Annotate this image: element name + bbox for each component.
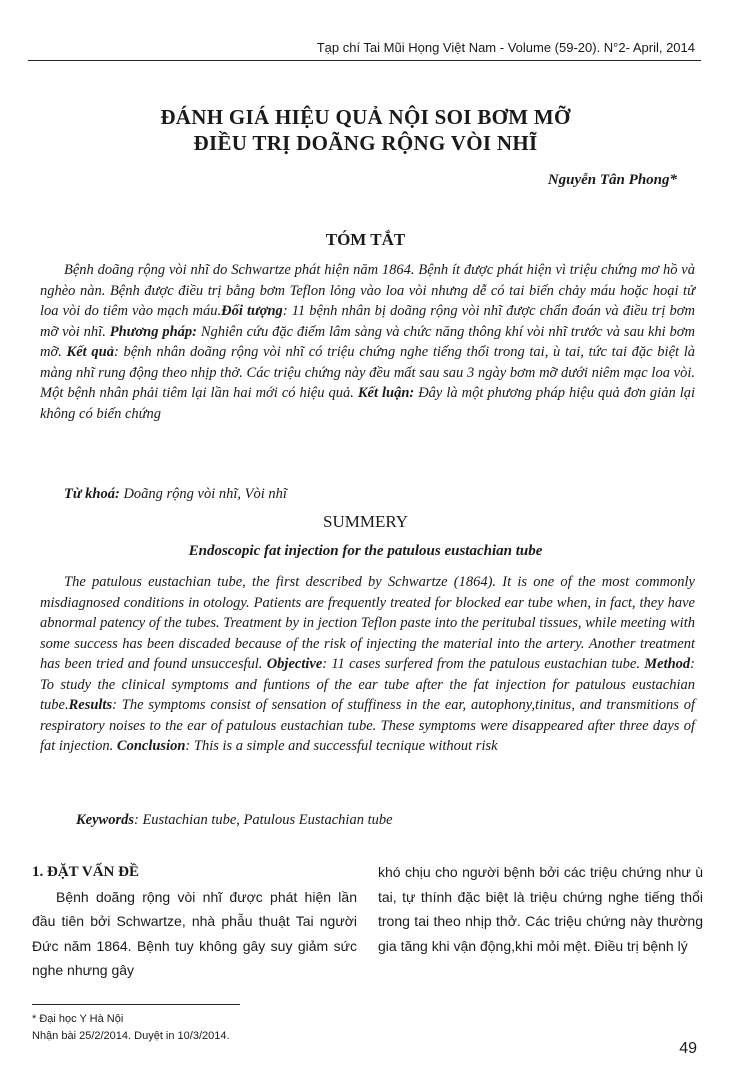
en-label-results: Results xyxy=(68,697,113,713)
en-keywords-label: Keywords xyxy=(76,812,134,828)
header-rule xyxy=(28,60,701,61)
en-article-title: Endoscopic fat injection for the patulous eustachian tube xyxy=(188,543,543,559)
vi-label-method: Phương pháp: xyxy=(109,323,197,340)
vi-keywords-label: Từ khoá: xyxy=(64,486,120,502)
en-keywords xyxy=(76,812,393,829)
body-paragraph: khó chịu cho người bệnh bởi các triệu chứng như ù tai, tự thính đặc biệt là triệu chứng nghe tiếng thổi trong tai theo nhịp thở. Các triệu chứng này thường gia tăng khi vận động,khi mỏi mệt. Điều trị bệnh lý xyxy=(378,864,703,954)
journal-running-header: Tạp chí Tai Mũi Họng Việt Nam - Volume (59-20). N°2- April, 2014 xyxy=(316,40,695,55)
footnote-rule xyxy=(32,1004,240,1005)
page-number: 49 xyxy=(679,1040,697,1057)
vi-abstract-text: : 11 bệnh nhân bị doãng rộng vòi nhĩ được chẩn đoán và điều trị bơm mỡ vòi nhĩ. xyxy=(40,303,696,340)
en-label-objective: Objective xyxy=(266,656,323,672)
vi-abstract-body xyxy=(40,260,695,424)
en-label-conclusion: Conclusion xyxy=(116,738,186,754)
en-label-method: Method xyxy=(644,656,691,672)
en-abstract-text: : To study the clinical symptoms and funtions of the ear tube after the fat injection for patulous eustachian tube. xyxy=(40,656,696,713)
en-abstract-heading: SUMMERY xyxy=(322,512,409,531)
title-line-1: ĐÁNH GIÁ HIỆU QUẢ NỘI SOI BƠM MỠ xyxy=(160,105,571,129)
body-column-left xyxy=(32,860,357,983)
footnote-dates: Nhận bài 25/2/2014. Duyệt in 10/3/2014. xyxy=(32,1030,230,1042)
vi-label-subjects: Đối tượng xyxy=(221,303,283,319)
footnote-affiliation: * Đại học Y Hà Nội xyxy=(32,1013,124,1025)
vi-label-results: Kết quả xyxy=(66,344,114,360)
en-abstract-text: : This is a simple and successful tecnique without risk xyxy=(185,738,498,754)
en-keywords-value: : Eustachian tube, Patulous Eustachian tube xyxy=(134,812,393,828)
vi-abstract-text: : bệnh nhân doãng rộng vòi nhĩ có triệu chứng nghe tiếng thổi trong tai, ù tai, tức tai đặc biệt là màng nhĩ rung động theo nhịp thở. Các triệu chứng này đều mất sau sau 3 ngày bơm mỡ dưới niêm mạc loa vòi. Một bệnh nhân phải tiêm lại lần hai mới có hiệu quả. xyxy=(40,344,696,401)
vi-keywords xyxy=(64,486,287,503)
en-abstract-text: : 11 cases surfered from the patulous eustachian tube. xyxy=(322,656,640,672)
en-abstract-body xyxy=(40,572,695,757)
vi-abstract-heading: TÓM TẮT xyxy=(325,230,406,249)
vi-label-conclusion: Kết luận: xyxy=(357,385,415,401)
en-abstract-text: The patulous eustachian tube, the first described by Schwartze (1864). It is one of the most commonly misdiagnosed conditions in otology. Patients are frequently treated for blocked ear tube when, in fact, they have abnormal patency of the tubes. Treatment by in jection Teflon paste into the peritubal tissues, while meeting with some success has been discaded because of the risk of injecting the material into the artery. Another treatment has been tried and found unsuccesful. xyxy=(40,574,695,672)
title-line-2: ĐIỀU TRỊ DOÃNG RỘNG VÒI NHĨ xyxy=(193,131,538,155)
author-name: Nguyễn Tân Phong* xyxy=(547,172,677,188)
section-heading-introduction: 1. ĐẶT VẤN ĐỀ xyxy=(32,864,139,880)
vi-keywords-value: Doãng rộng vòi nhĩ, Vòi nhĩ xyxy=(119,486,287,502)
vi-abstract-text: Nghiên cứu đặc điểm lâm sàng và chức năng thông khí vòi nhĩ trước và sau khi bơm mỡ. xyxy=(40,323,696,360)
article-title xyxy=(0,104,731,156)
body-column-right xyxy=(378,860,703,958)
en-abstract-text: : The symptoms consist of sensation of stuffiness in the ear, autophony,tinitus, and transmitions of respiratory noises to the ear of patulous eustachian tube. These symptoms were disappeared after three days of fat injection. xyxy=(40,697,695,754)
vi-abstract-text: Bệnh doãng rộng vòi nhĩ do Schwartze phát hiện năm 1864. Bệnh ít được phát hiện vì triệu chứng mơ hồ và nghèo nàn. Bệnh được điều trị bằng bơm Teflon lỏng vào loa vòi nhưng dễ có tai biến chảy máu hoặc hoại tử loa vòi do tiêm vào mạch máu. xyxy=(40,262,695,319)
vi-abstract-text: Đây là một phương pháp hiệu quả đơn giản lại không có biến chứng xyxy=(40,385,696,422)
body-paragraph: Bệnh doãng rộng vòi nhĩ được phát hiện lần đầu tiên bởi Schwartze, nhà phẫu thuật Tai người Đức năm 1864. Bệnh tuy không gây suy giảm sức nghe nhưng gây xyxy=(32,888,357,978)
